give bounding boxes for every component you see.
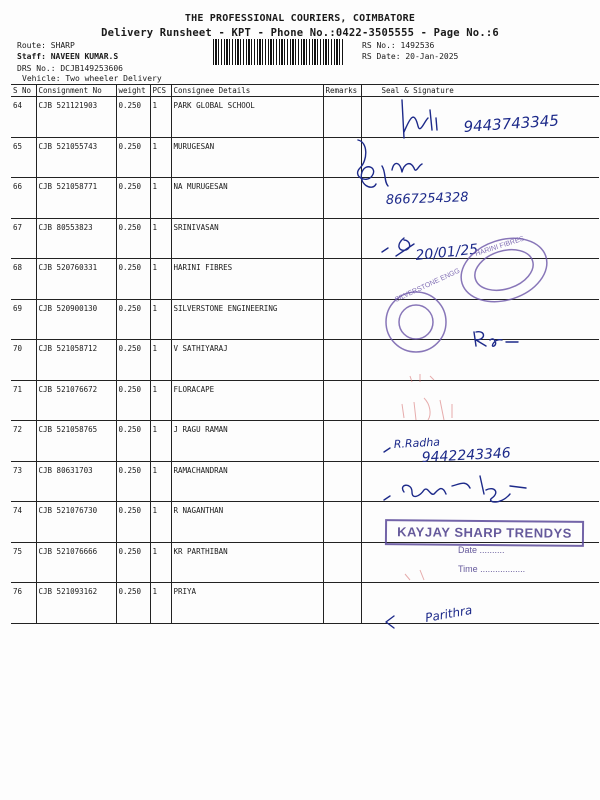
- handwritten-name-72: R.Radha: [393, 435, 441, 451]
- handwritten-date-67: 20/01/25: [414, 241, 479, 264]
- cell-consignee: FLORACAPE: [171, 380, 323, 421]
- cell-consignment: CJB 521055743: [36, 137, 116, 178]
- cell-pcs: 1: [150, 461, 171, 502]
- cell-signature: [361, 461, 599, 502]
- harini-stamp-text: HARINI FIBRES: [474, 235, 526, 258]
- cell-consignee: R NAGANTHAN: [171, 502, 323, 543]
- col-consignee: Consignee Details: [171, 85, 323, 97]
- cell-sno: 73: [11, 461, 36, 502]
- cell-pcs: 1: [150, 502, 171, 543]
- staff-value: NAVEEN KUMAR.S: [50, 52, 119, 61]
- col-weight: weight: [116, 85, 150, 97]
- route-line: [17, 41, 75, 50]
- cell-signature: [361, 421, 599, 462]
- vehicle-label: Vehicle:: [22, 74, 61, 83]
- cell-weight: 0.250: [116, 340, 150, 381]
- cell-signature: [361, 97, 599, 138]
- table-row: [11, 583, 599, 624]
- cell-weight: 0.250: [116, 97, 150, 138]
- cell-weight: 0.250: [116, 583, 150, 624]
- cell-remarks: [323, 502, 361, 543]
- col-pcs: PCS: [150, 85, 171, 97]
- cell-weight: 0.250: [116, 461, 150, 502]
- cell-pcs: 1: [150, 421, 171, 462]
- cell-remarks: [323, 259, 361, 300]
- cell-sno: 68: [11, 259, 36, 300]
- cell-consignee: KR PARTHIBAN: [171, 542, 323, 583]
- cell-pcs: 1: [150, 178, 171, 219]
- table-row: [11, 421, 599, 462]
- cell-remarks: [323, 380, 361, 421]
- cell-sno: 70: [11, 340, 36, 381]
- cell-signature: [361, 178, 599, 219]
- table-row: [11, 259, 599, 300]
- cell-pcs: 1: [150, 259, 171, 300]
- cell-sno: 67: [11, 218, 36, 259]
- table-row: [11, 299, 599, 340]
- table-header-row: [11, 85, 599, 97]
- cell-sno: 65: [11, 137, 36, 178]
- vehicle-value: Two wheeler Delivery: [65, 74, 162, 83]
- cell-weight: 0.250: [116, 259, 150, 300]
- cell-consignment: CJB 520900130: [36, 299, 116, 340]
- cell-signature: [361, 583, 599, 624]
- cell-consignee: J RAGU RAMAN: [171, 421, 323, 462]
- handwritten-name-76: Parithra: [424, 602, 474, 625]
- handwritten-phone-64: 9443743345: [463, 111, 560, 136]
- cell-consignee: PRIYA: [171, 583, 323, 624]
- route-label: Route:: [17, 41, 46, 50]
- cell-sno: 66: [11, 178, 36, 219]
- cell-consignment: CJB 521076672: [36, 380, 116, 421]
- cell-consignment: CJB 521121903: [36, 97, 116, 138]
- staff-line: [17, 52, 118, 61]
- table-row: [11, 218, 599, 259]
- col-sno: S No: [11, 85, 36, 97]
- company-title: THE PROFESSIONAL COURIERS, COIMBATORE: [184, 13, 416, 24]
- cell-consignment: CJB 521076666: [36, 542, 116, 583]
- staff-label: Staff:: [17, 52, 46, 61]
- cell-weight: 0.250: [116, 542, 150, 583]
- cell-remarks: [323, 178, 361, 219]
- vehicle-line: [22, 74, 162, 83]
- cell-consignment: CJB 521093162: [36, 583, 116, 624]
- cell-consignment: CJB 520760331: [36, 259, 116, 300]
- cell-remarks: [323, 542, 361, 583]
- cell-consignee: MURUGESAN: [171, 137, 323, 178]
- cell-remarks: [323, 340, 361, 381]
- cell-remarks: [323, 461, 361, 502]
- cell-weight: 0.250: [116, 502, 150, 543]
- table-row: [11, 380, 599, 421]
- runsheet-subtitle: Delivery Runsheet - KPT - Phone No.:0422-3505555 - Page No.:6: [101, 27, 499, 39]
- col-consignment: Consignment No: [36, 85, 116, 97]
- cell-consignment: CJB 521076730: [36, 502, 116, 543]
- rs-date-label: RS Date:: [362, 52, 401, 61]
- drs-label: DRS No.:: [17, 64, 56, 73]
- cell-weight: 0.250: [116, 178, 150, 219]
- rs-no-line: [362, 41, 434, 50]
- cell-sno: 64: [11, 97, 36, 138]
- handwritten-phone-72: 9442243346: [421, 445, 512, 466]
- kayjay-time-label: Time: [458, 564, 478, 574]
- cell-consignee: V SATHIYARAJ: [171, 340, 323, 381]
- cell-signature: [361, 137, 599, 178]
- drs-line: [17, 64, 123, 73]
- cell-sno: 76: [11, 583, 36, 624]
- table-row: [11, 340, 599, 381]
- kayjay-stamp-date: Date ..........: [458, 545, 505, 555]
- cell-signature: [361, 340, 599, 381]
- cell-consignee: PARK GLOBAL SCHOOL: [171, 97, 323, 138]
- cell-pcs: 1: [150, 218, 171, 259]
- cell-consignment: CJB 80553823: [36, 218, 116, 259]
- kayjay-stamp-time: Time ..................: [458, 564, 526, 574]
- silverstone-stamp-text: SILVERSTONE ENGG: [393, 267, 462, 304]
- cell-pcs: 1: [150, 97, 171, 138]
- cell-sno: 69: [11, 299, 36, 340]
- cell-consignee: SILVERSTONE ENGINEERING: [171, 299, 323, 340]
- kayjay-date-label: Date: [458, 545, 478, 555]
- cell-remarks: [323, 97, 361, 138]
- table-row: [11, 178, 599, 219]
- cell-signature: [361, 380, 599, 421]
- cell-sno: 75: [11, 542, 36, 583]
- cell-sno: 71: [11, 380, 36, 421]
- cell-consignee: RAMACHANDRAN: [171, 461, 323, 502]
- rs-no-label: RS No.:: [362, 41, 396, 50]
- cell-weight: 0.250: [116, 218, 150, 259]
- cell-remarks: [323, 421, 361, 462]
- cell-signature: [361, 259, 599, 300]
- rs-date-value: 20-Jan-2025: [405, 52, 459, 61]
- cell-pcs: 1: [150, 380, 171, 421]
- rs-date-line: [362, 52, 458, 61]
- table-row: [11, 137, 599, 178]
- table-row: [11, 542, 599, 583]
- kayjay-stamp: KAYJAY SHARP TRENDYS: [385, 519, 584, 547]
- cell-pcs: 1: [150, 583, 171, 624]
- cell-weight: 0.250: [116, 299, 150, 340]
- cell-pcs: 1: [150, 299, 171, 340]
- cell-signature: [361, 299, 599, 340]
- table-row: [11, 97, 599, 138]
- cell-consignee: HARINI FIBRES: [171, 259, 323, 300]
- cell-consignment: CJB 521058712: [36, 340, 116, 381]
- cell-sno: 72: [11, 421, 36, 462]
- cell-consignee: SRINIVASAN: [171, 218, 323, 259]
- cell-consignment: CJB 80631703: [36, 461, 116, 502]
- cell-consignment: CJB 521058765: [36, 421, 116, 462]
- cell-remarks: [323, 583, 361, 624]
- table-row: [11, 461, 599, 502]
- cell-remarks: [323, 218, 361, 259]
- cell-pcs: 1: [150, 542, 171, 583]
- cell-weight: 0.250: [116, 380, 150, 421]
- cell-pcs: 1: [150, 137, 171, 178]
- cell-weight: 0.250: [116, 421, 150, 462]
- cell-consignee: NA MURUGESAN: [171, 178, 323, 219]
- cell-remarks: [323, 137, 361, 178]
- handwritten-phone-66: 8667254328: [385, 190, 469, 208]
- barcode-image: [213, 39, 343, 65]
- cell-weight: 0.250: [116, 137, 150, 178]
- cell-pcs: 1: [150, 340, 171, 381]
- cell-signature: [361, 218, 599, 259]
- cell-remarks: [323, 299, 361, 340]
- col-signature: Seal & Signature: [361, 85, 599, 97]
- col-remarks: Remarks: [323, 85, 361, 97]
- route-value: SHARP: [50, 41, 75, 50]
- rs-no-value: 1492536: [400, 41, 435, 50]
- cell-consignment: CJB 521058771: [36, 178, 116, 219]
- cell-sno: 74: [11, 502, 36, 543]
- drs-value: DCJB149253606: [60, 64, 123, 73]
